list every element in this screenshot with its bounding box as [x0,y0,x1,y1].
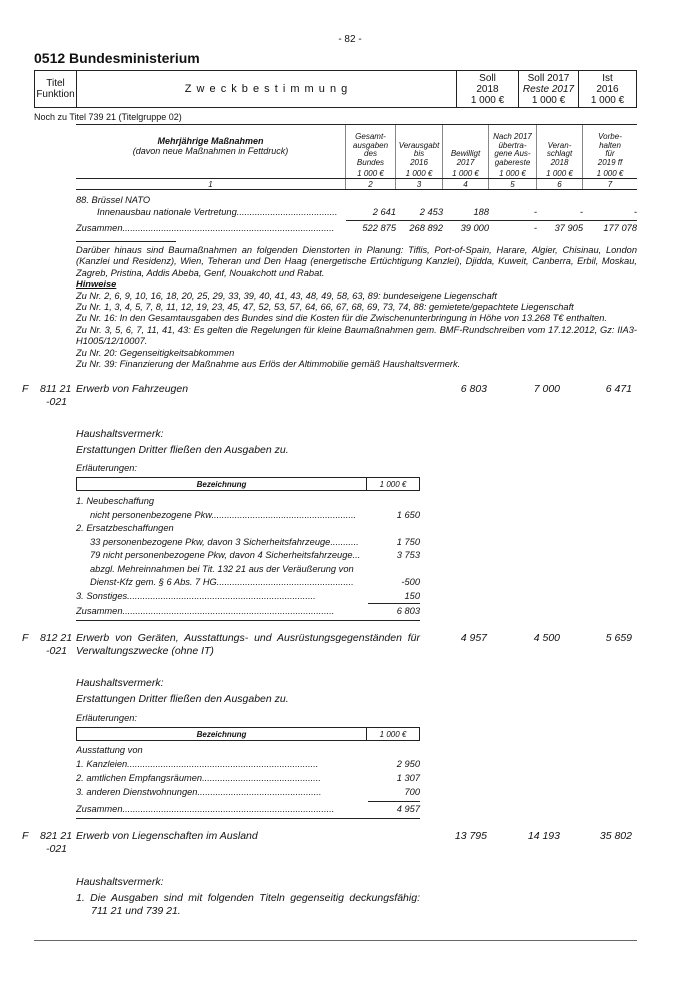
header-soll-2018 [457,71,519,107]
hinweis-line: Zu Nr. 39: Finanzierung der Maßnahme aus Erlös der Altimmobilie gemäß Haushaltsvermerk. [76,359,461,370]
h4a: Soll 2017 [527,72,570,84]
unit-6: 1 000 € [596,168,624,178]
title-811-soll2017: 7 000 [533,383,560,395]
title-812-funktion: -021 [46,645,68,657]
r88-v4: - [533,207,537,217]
c4a: Nach 2017 [493,132,532,141]
title-821-soll2018: 13 795 [454,830,487,842]
col-verausgabt [396,125,443,167]
erl-row-value [366,523,420,537]
h3c: 1 000 € [470,94,505,106]
header-zweckbestimmung [77,71,457,107]
title-811-ist2016: 6 471 [605,383,632,395]
title-821-soll2017: 14 193 [527,830,560,842]
title-812-hv-label: Haushaltsvermerk: [76,677,164,689]
col-nach-2017 [489,125,537,167]
title-811-hv-text: Erstattungen Dritter fließen den Ausgaben zu. [76,444,289,456]
title-812-erl-rows [76,745,420,801]
col-veranschlagt [537,125,583,167]
title-821-name: Erwerb von Liegenschaften im Ausland [76,830,258,842]
r88-v5: - [579,207,583,217]
header-funktion: Funktion [36,89,75,100]
erl-row [76,787,420,801]
title-811-hv-label: Haushaltsvermerk: [76,428,164,440]
erl-row [76,550,420,564]
sum-v5: 37 905 [554,223,583,233]
footnote-rule [76,241,176,242]
hinweis-line: Zu Nr. 20: Gegenseitigkeitsabkommen [76,347,235,358]
c6c: für [605,149,615,158]
c2c: 2016 [410,157,428,167]
erl-row [76,564,420,578]
erl-row-text: 2. amtlichen Empfangsräumen.............................................. [76,773,321,783]
num-1: 1 [76,179,346,189]
notes-paragraph: Darüber hinaus sind Baumaßnahmen an folgenden Dienstorten in Planung: Tiflis, Port-of-Spain, Harare, Algier, Chisinau, London (Kanzlei und Residenz), Wien, Teheran und Den Haag (energetische Ertüchtigung Kanzlei), Djidda, Kuweit, Canberra, Erbil, Moskau, Zagreb, Pristina, Addis Abeba, Genf, Nouakchott und Rabat. [76,245,637,278]
num-7: 7 [607,179,613,189]
col-bewilligt [443,125,489,167]
h3b: 2018 [476,83,499,95]
erl-row [76,745,420,759]
title-811-funktion: -021 [46,396,68,408]
erl-row-text: nicht personenbezogene Pkw........................................................ [90,509,357,520]
hinweis-line: Zu Nr. 2, 6, 9, 10, 16, 18, 20, 25, 29, 33, 39, 40, 41, 43, 48, 49, 58, 63, 89: bundeseigene Liegenschaft [76,290,497,301]
erl-row [76,591,420,605]
erl-sum-rule [368,603,420,604]
erl-sum-rule [368,801,420,802]
multi-year-table-header [76,124,637,190]
row-88-label: Innenausbau nationale Vertretung....................................... [97,207,338,217]
num-4: 4 [443,179,489,189]
col-gesamt [346,125,396,167]
c5b: schlagt [546,149,573,158]
h5c: 1 000 € [590,94,625,106]
erl-sum-label: Zusammen.................................................................................. [76,804,335,814]
title-812-soll2017: 4 500 [533,632,560,644]
title-812-name: Erwerb von Geräten, Ausstattungs- und Ausrüstungsgegenständen für [76,632,420,644]
erl-row-text: 3. Sonstiges......................................................................... [76,590,316,601]
c5c: 2018 [550,157,569,167]
erl-row [76,510,420,524]
erl-sum-value: 4 957 [396,804,420,814]
title-812-erl-table-header [76,727,420,741]
r88-v1: 2 641 [372,207,396,217]
erl-unit-header: 1 000 € [379,729,407,739]
c1b: ausgaben [352,140,389,150]
h5a: Ist [602,72,613,84]
num-5: 5 [489,179,537,189]
title-812-erl-sum [76,804,420,814]
c1c: des [364,149,377,158]
title-812-erl-label: Erläuterungen: [76,713,137,723]
row-88-title: 88. Brüssel NATO [76,195,151,205]
erl-row-text: Dienst-Kfz gem. § 6 Abs. 7 HG..................................................... [90,577,354,587]
erl-row-value [366,564,420,578]
header-titel: Titel [46,78,65,89]
title-811-erl-sum [76,606,420,616]
erl-sum-value: 6 803 [396,606,420,616]
erl-row-value: 2 950 [396,759,420,769]
erl-row-value: 1 307 [396,773,420,783]
page-number: - 82 - [338,34,362,45]
erl-row-text: 1. Kanzleien.......................................................................... [76,759,319,769]
header-ist-2016 [579,71,636,107]
erl-row [76,759,420,773]
c1a: Gesamt- [355,132,386,141]
sum-v2: 268 892 [409,223,443,233]
h5b: 2016 [596,83,619,95]
c4b: übertra- [498,140,527,150]
unit-2: 1 000 € [396,167,443,178]
erl-row-text: 3. anderen Dienstwohnungen................................................ [76,787,322,797]
hinweise-heading: Hinweise [76,279,117,290]
h4b: Reste 2017 [522,83,575,95]
c4c: gene Aus- [494,149,531,158]
c6a: Vorbe- [598,132,622,141]
sum-rule [346,220,637,221]
erl-bottom-rule [76,818,420,819]
r88-v3: 188 [473,207,489,217]
erl-row-text: 33 personenbezogene Pkw, davon 3 Sicherheitsfahrzeuge........... [90,536,359,547]
page-bottom-rule [34,940,637,941]
title-811-soll2018: 6 803 [460,383,487,395]
hinweis-line: Zu Nr. 3, 5, 6, 7, 11, 41, 43: Es gelten die Regelungen für kleine Baumaßnahmen gem. BMF-Rundschreiben vom 17.12.2012, Gz: IIA3-H1005/12/10007. [76,324,637,347]
header-soll-2017 [519,71,579,107]
sum-v6: 177 078 [603,223,637,233]
erl-row [76,577,420,591]
sum-values [346,223,637,233]
unit-3: 1 000 € [443,167,489,178]
erl-row-value: -500 [401,577,420,587]
erl-row-value [366,745,420,759]
erl-row-value [366,496,420,510]
unit-1: 1 000 € [346,167,396,178]
title-821-funktion: -021 [46,843,68,855]
c3b: 2017 [456,157,475,167]
unit-5: 1 000 € [537,167,583,178]
header-titel-funktion [35,71,77,107]
erl-row-text: Ausstattung von [76,745,143,755]
num-3: 3 [396,179,443,189]
erl-row-value: 3 753 [396,550,420,560]
noch-zu-titel: Noch zu Titel 739 21 (Titelgruppe 02) [34,112,182,122]
erl-row-value: 150 [404,590,420,601]
erl-sum-label: Zusammen.................................................................................. [76,606,335,616]
title-821-hv-label: Haushaltsvermerk: [76,876,164,888]
main-header-table [34,70,637,108]
c6b: halten [599,140,621,150]
title-812-f: F [22,632,29,644]
hinweis-line: Zu Nr. 16: In den Gesamtausgaben des Bundes sind die Kosten für die Zwischenunterbringung in Höhe von 13.268 T€ enthalten. [76,313,607,324]
c5a: Veran- [547,140,572,150]
erl-bez-header: Bezeichnung [77,478,367,490]
title-812-hv-text: Erstattungen Dritter fließen den Ausgaben zu. [76,693,289,705]
title-811-f: F [22,383,29,395]
unit-4: 1 000 € [489,167,537,178]
mm-title-bold: Mehrjährige Maßnahmen [157,136,264,146]
title-812-soll2018: 4 957 [460,632,487,644]
c4d: gabereste [494,157,531,167]
title-821-number: 821 21 [40,830,73,842]
title-811-erl-rows [76,496,420,604]
erl-row [76,496,420,510]
row-88-values [346,207,637,217]
c2b: bis [413,149,425,158]
title-821-ist2016: 35 802 [599,830,632,842]
erl-row-value: 1 750 [396,536,420,547]
erl-row-text: abzgl. Mehreinnahmen bei Tit. 132 21 aus der Veräußerung von [90,563,354,574]
title-811-erl-label: Erläuterungen: [76,463,137,473]
title-811-number: 811 21 [40,383,72,395]
title-821-hv-text-cont: 711 21 und 739 21. [91,905,181,917]
sum-v1: 522 875 [362,223,396,233]
erl-row-value: 700 [404,787,420,797]
c3a: Bewilligt [450,149,481,158]
c2a: Verausgabt [398,140,440,150]
title-811-erl-table-header [76,477,420,491]
r88-v2: 2 453 [419,207,443,217]
mm-title-sub: (davon neue Maßnahmen in Fettdruck) [132,146,289,156]
title-812-ist2016: 5 659 [605,632,632,644]
header-zweck-label: Z w e c k b e s t i m m u n g [184,82,349,95]
sum-v3: 39 000 [460,223,489,233]
erl-row-text: 1. Neubeschaffung [76,496,155,506]
chapter-title: 0512 Bundesministerium [34,50,200,66]
title-821-f: F [22,830,29,842]
erl-row-text: 2. Ersatzbeschaffungen [76,523,174,533]
c6d: 2019 ff [597,157,623,167]
title-812-number: 812 21 [40,632,73,644]
erl-row [76,773,420,787]
hinweis-line: Zu Nr. 1, 3, 4, 5, 7, 8, 11, 12, 19, 23, 45, 47, 52, 53, 57, 64, 66, 67, 68, 69, 73, 74, 88: gemietete/gepachtete Liegenschaft [76,302,574,313]
h4c: 1 000 € [531,94,566,106]
mm-title [76,125,346,167]
notes-block [76,245,637,370]
c1d: Bundes [356,157,385,167]
erl-bez-header: Bezeichnung [77,728,367,740]
erl-bottom-rule [76,620,420,621]
erl-row-value: 1 650 [396,509,420,520]
h3a: Soll [479,72,496,84]
erl-row-text: 79 nicht personenbezogene Pkw, davon 4 Sicherheitsfahrzeuge... [90,550,361,560]
num-6: 6 [537,179,583,189]
title-812-name-cont: Verwaltungszwecke (ohne IT) [76,645,214,657]
sum-v4: - [533,223,537,233]
r88-v6: - [633,207,637,217]
num-2: 2 [346,179,396,189]
erl-row [76,537,420,551]
title-811-name: Erwerb von Fahrzeugen [76,383,189,395]
erl-unit-header: 1 000 € [379,479,407,489]
col-vorbehalten [583,125,637,167]
sum-label: Zusammen.................................................................................. [76,223,335,233]
erl-row [76,523,420,537]
title-821-hv-text: 1. Die Ausgaben sind mit folgenden Titeln gegenseitig deckungsfähig: [76,892,420,904]
